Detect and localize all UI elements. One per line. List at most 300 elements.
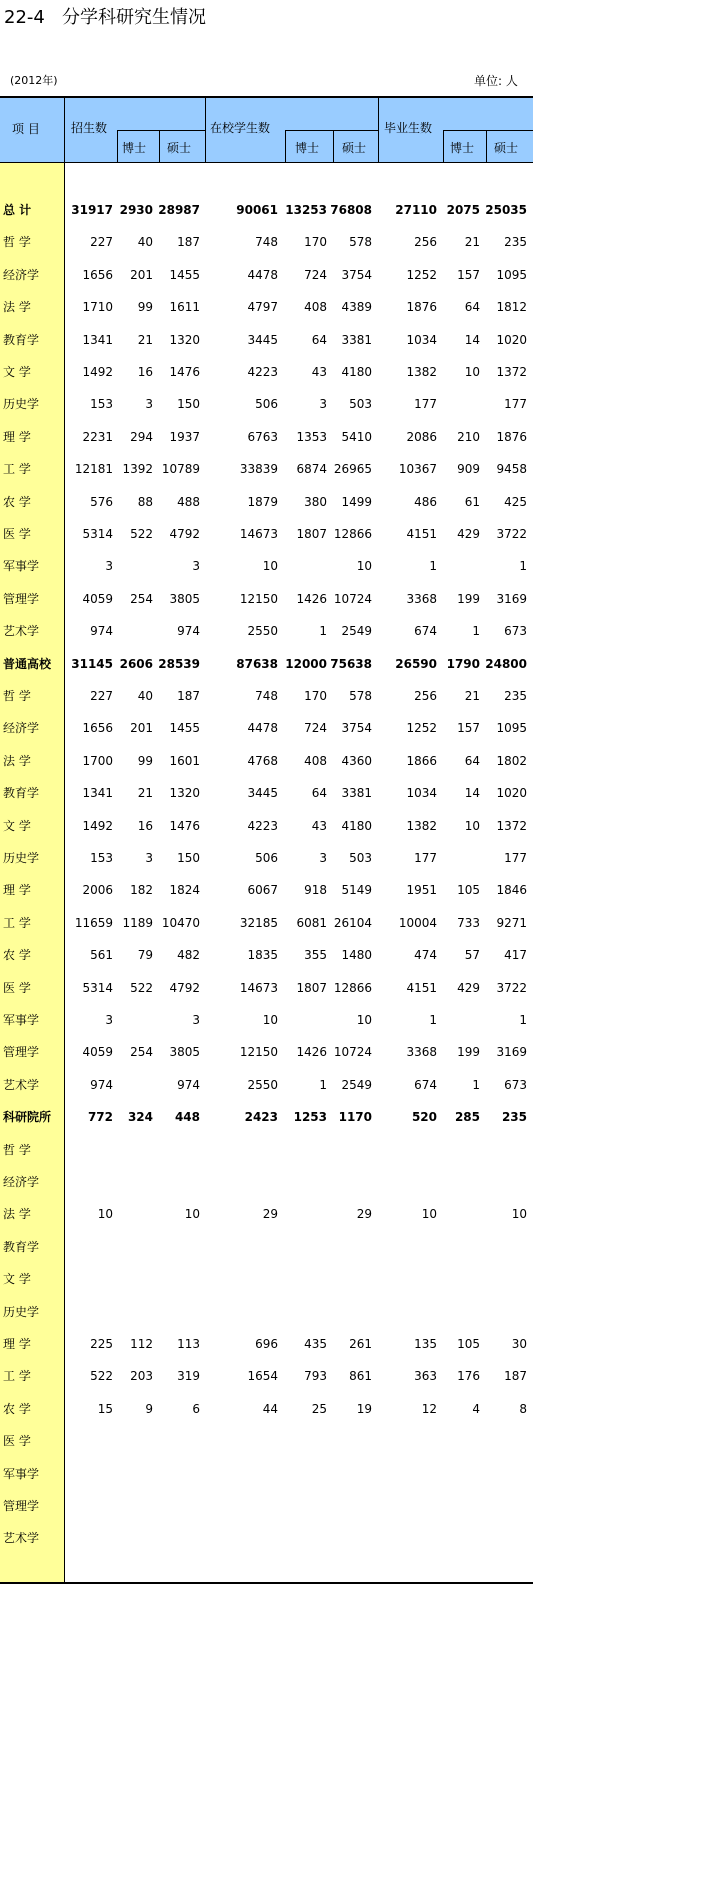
- table-row: [0, 226, 533, 258]
- table-cell: 506: [255, 851, 278, 865]
- table-row: [0, 1166, 533, 1198]
- table-cell: 177: [504, 397, 527, 412]
- header-divider: [333, 130, 334, 162]
- table-row: [0, 324, 533, 356]
- table-cell: 25: [311, 1401, 327, 1416]
- table-cell: 261: [349, 1337, 372, 1351]
- table-cell: [312, 1231, 372, 1263]
- table-cell: 363: [414, 1369, 437, 1384]
- table-cell: 918: [304, 883, 327, 898]
- table-cell: 76808: [330, 203, 372, 217]
- table-cell: 182: [130, 883, 153, 898]
- table-cell: 254: [130, 591, 153, 606]
- table-cell: 227: [90, 689, 113, 703]
- table-cell: 1020: [496, 786, 527, 801]
- table-cell: 1252: [406, 267, 437, 282]
- table-cell: 3805: [169, 1045, 200, 1060]
- table-cell: 1656: [82, 721, 113, 736]
- table-cell: 4360: [341, 753, 372, 768]
- header-item-cell: [0, 98, 64, 162]
- table-cell: 4478: [247, 721, 278, 736]
- table-cell: 578: [349, 235, 372, 250]
- table-cell: 673: [504, 624, 527, 639]
- table-cell: 1476: [169, 818, 200, 833]
- table-cell: 64: [464, 753, 480, 768]
- table-cell: 1812: [496, 300, 527, 315]
- table-cell: 3381: [341, 332, 372, 347]
- table-row: [0, 1134, 533, 1166]
- table-cell: [140, 1296, 200, 1328]
- table-cell: 14673: [239, 980, 278, 995]
- table-cell: 105: [457, 883, 480, 898]
- table-cell: 24800: [485, 656, 527, 671]
- row-category: 经济学: [3, 721, 40, 736]
- row-category: 教育学: [3, 786, 40, 801]
- row-category: 管理学: [3, 1499, 40, 1513]
- table-cell: 210: [457, 429, 480, 444]
- table-cell: 1601: [169, 753, 200, 768]
- table-cell: 14673: [239, 527, 278, 541]
- table-cell: 44: [262, 1401, 278, 1416]
- table-cell: 199: [457, 591, 480, 606]
- row-category: 教育学: [3, 332, 40, 347]
- table-cell: [312, 1490, 372, 1522]
- table-cell: 135: [414, 1337, 437, 1351]
- table-cell: [312, 1458, 372, 1490]
- table-cell: 974: [177, 1077, 200, 1092]
- table-row: [0, 1425, 533, 1457]
- table-cell: 561: [90, 948, 113, 963]
- table-cell: 1252: [406, 721, 437, 736]
- table-cell: 3: [192, 559, 200, 574]
- table-cell: 748: [255, 689, 278, 703]
- table-cell: [467, 1425, 527, 1457]
- table-cell: 105: [457, 1337, 480, 1351]
- header-grad-phd: 博士: [450, 141, 475, 155]
- table-row: [0, 680, 533, 712]
- table-cell: 1476: [169, 365, 200, 379]
- row-category: 理 学: [3, 883, 31, 898]
- table-row: [0, 583, 533, 615]
- table-cell: 9271: [496, 915, 527, 930]
- table-cell: 319: [177, 1369, 200, 1384]
- header-divider: [159, 130, 160, 162]
- table-row: [0, 1458, 533, 1490]
- table-cell: 417: [504, 948, 527, 963]
- table-cell: 1382: [406, 818, 437, 833]
- table-cell: 1654: [247, 1369, 278, 1384]
- table-cell: 1: [429, 559, 437, 574]
- year-note: (2012年): [10, 74, 58, 87]
- table-cell: 4792: [169, 980, 200, 995]
- table-cell: 1034: [406, 786, 437, 801]
- row-category: 教育学: [3, 1239, 40, 1254]
- row-category: 理 学: [3, 429, 31, 444]
- header-enroll: 招生数: [71, 121, 108, 135]
- table-cell: 10: [421, 1207, 437, 1222]
- table-cell: 3805: [169, 591, 200, 606]
- table-cell: [312, 1134, 372, 1166]
- header-grad-master: 硕士: [494, 141, 519, 155]
- table-cell: 429: [457, 527, 480, 541]
- table-row: [0, 712, 533, 744]
- table-cell: 724: [304, 267, 327, 282]
- table-cell: 4797: [247, 300, 278, 315]
- table-row: [0, 1296, 533, 1328]
- row-category: 哲 学: [3, 235, 31, 250]
- table-cell: 3368: [406, 591, 437, 606]
- table-row: [0, 777, 533, 809]
- table-cell: 29: [356, 1207, 372, 1222]
- table-row: [0, 1004, 533, 1036]
- table-cell: 4478: [247, 267, 278, 282]
- row-category: 工 学: [3, 462, 31, 477]
- table-cell: 1170: [338, 1110, 372, 1125]
- table-cell: 10: [356, 1013, 372, 1027]
- table-cell: 408: [304, 300, 327, 315]
- table-cell: 1499: [341, 494, 372, 509]
- table-cell: [140, 1425, 200, 1457]
- table-cell: 10004: [398, 915, 437, 930]
- table-cell: 14: [464, 786, 480, 801]
- table-cell: [312, 1296, 372, 1328]
- table-cell: 43: [311, 818, 327, 833]
- table-cell: 43: [311, 365, 327, 379]
- table-cell: 235: [504, 235, 527, 250]
- table-cell: 1835: [247, 948, 278, 963]
- row-category: 医 学: [3, 1434, 31, 1449]
- table-cell: 674: [414, 624, 437, 639]
- table-cell: 187: [504, 1369, 527, 1384]
- table-cell: 748: [255, 235, 278, 250]
- table-cell: 520: [411, 1110, 437, 1125]
- table-cell: 21: [464, 235, 480, 250]
- table-cell: 2550: [247, 1077, 278, 1092]
- table-cell: 4180: [341, 818, 372, 833]
- table-cell: 355: [304, 948, 327, 963]
- table-cell: 1846: [496, 883, 527, 898]
- table-row: [0, 486, 533, 518]
- table-cell: 1320: [169, 332, 200, 347]
- table-cell: 12000: [285, 656, 327, 671]
- table-cell: 506: [255, 397, 278, 412]
- table-cell: 12: [421, 1401, 437, 1416]
- table-row: [0, 1393, 533, 1425]
- table-cell: 40: [137, 689, 153, 703]
- table-cell: 1492: [82, 818, 113, 833]
- table-row: [0, 1069, 533, 1101]
- table-cell: 12181: [74, 462, 113, 477]
- table-cell: 6763: [247, 429, 278, 444]
- table-cell: 99: [137, 753, 153, 768]
- table-row: [0, 874, 533, 906]
- table-row: [0, 842, 533, 874]
- row-category: 艺术学: [3, 624, 40, 639]
- table-row: [0, 421, 533, 453]
- table-row: [0, 1101, 533, 1133]
- table-cell: 2231: [82, 429, 113, 444]
- table-cell: 3381: [341, 786, 372, 801]
- row-category: 哲 学: [3, 1142, 31, 1157]
- table-cell: 1656: [82, 267, 113, 282]
- table-cell: 2006: [82, 883, 113, 898]
- table-cell: 40: [137, 235, 153, 250]
- table-cell: 235: [501, 1110, 527, 1125]
- table-cell: 2549: [341, 624, 372, 639]
- row-category: 管理学: [3, 591, 40, 606]
- table-cell: 1: [472, 1077, 480, 1092]
- table-cell: 522: [130, 980, 153, 995]
- table-row: [0, 388, 533, 420]
- row-category: 文 学: [3, 818, 31, 833]
- row-category: 文 学: [3, 365, 31, 379]
- table-cell: 64: [311, 786, 327, 801]
- table-cell: 4792: [169, 527, 200, 541]
- table-cell: 21: [137, 332, 153, 347]
- table-cell: 187: [177, 689, 200, 703]
- row-category: 艺术学: [3, 1077, 40, 1092]
- table-cell: 1455: [169, 721, 200, 736]
- table-cell: 235: [504, 689, 527, 703]
- table-cell: 177: [504, 851, 527, 865]
- table-cell: [467, 1231, 527, 1263]
- table-cell: 1372: [496, 365, 527, 379]
- table-cell: 6: [192, 1401, 200, 1416]
- table-cell: [312, 1522, 372, 1554]
- table-row: [0, 1198, 533, 1230]
- table-cell: 75638: [330, 656, 372, 671]
- row-category: 农 学: [3, 948, 31, 963]
- table-cell: 486: [414, 494, 437, 509]
- table-cell: 10: [262, 1013, 278, 1027]
- table-cell: 87638: [236, 656, 278, 671]
- table-cell: 1700: [82, 753, 113, 768]
- row-category: 军事学: [3, 559, 40, 574]
- table-cell: 153: [90, 397, 113, 412]
- table-row: [0, 194, 533, 226]
- table-cell: 4180: [341, 365, 372, 379]
- table-cell: 28539: [158, 656, 200, 671]
- table-cell: 177: [414, 397, 437, 412]
- table-cell: 150: [177, 397, 200, 412]
- table-cell: 157: [457, 721, 480, 736]
- row-category: 总 计: [3, 203, 32, 217]
- table-cell: 974: [90, 624, 113, 639]
- table-cell: 1189: [122, 915, 153, 930]
- table-cell: 10724: [333, 591, 372, 606]
- table-cell: 201: [130, 721, 153, 736]
- table-cell: 61: [464, 494, 480, 509]
- table-cell: 578: [349, 689, 372, 703]
- table-row: [0, 259, 533, 291]
- table-cell: 26965: [333, 462, 372, 477]
- header-divider: [486, 130, 487, 162]
- table-cell: 10367: [398, 462, 437, 477]
- row-category: 军事学: [3, 1466, 40, 1481]
- table-cell: 3722: [496, 527, 527, 541]
- header-item-label: 项 目: [12, 122, 40, 136]
- table-cell: 1353: [296, 429, 327, 444]
- row-category: 军事学: [3, 1013, 40, 1027]
- table-cell: 503: [349, 851, 372, 865]
- table-cell: [140, 1231, 200, 1263]
- table-cell: 4768: [247, 753, 278, 768]
- table-cell: 3169: [496, 1045, 527, 1060]
- table-cell: 79: [137, 948, 153, 963]
- row-category: 管理学: [3, 1045, 40, 1060]
- table-cell: 1: [319, 624, 327, 639]
- header-enroll-phd: 博士: [122, 141, 147, 155]
- table-cell: 3: [105, 559, 113, 574]
- table-cell: 6081: [296, 915, 327, 930]
- table-cell: 3: [319, 851, 327, 865]
- table-cell: 26590: [395, 656, 437, 671]
- table-cell: 88: [137, 494, 153, 509]
- table-cell: 170: [304, 235, 327, 250]
- table-cell: 3754: [341, 721, 372, 736]
- table-cell: 3169: [496, 591, 527, 606]
- table-cell: 1: [472, 624, 480, 639]
- table-cell: 1480: [341, 948, 372, 963]
- table-cell: 15: [97, 1401, 113, 1416]
- table-row: [0, 745, 533, 777]
- table-cell: 1372: [496, 818, 527, 833]
- table-cell: [467, 1458, 527, 1490]
- row-category: 科研院所: [3, 1110, 52, 1125]
- table-row: [0, 648, 533, 680]
- header-divider: [443, 130, 444, 162]
- row-category: 法 学: [3, 1207, 31, 1222]
- table-cell: 1866: [406, 753, 437, 768]
- table-cell: 4059: [82, 591, 113, 606]
- table-cell: 9: [145, 1401, 153, 1416]
- table-cell: 57: [464, 948, 480, 963]
- table-cell: 31917: [71, 203, 113, 217]
- table-cell: 4151: [406, 980, 437, 995]
- table-cell: 4: [472, 1401, 480, 1416]
- table-cell: [312, 1263, 372, 1295]
- table-cell: 974: [177, 624, 200, 639]
- table-cell: 408: [304, 753, 327, 768]
- table-cell: 11659: [74, 915, 113, 930]
- table-cell: 4389: [341, 300, 372, 315]
- table-row: [0, 939, 533, 971]
- row-category: 哲 学: [3, 689, 31, 703]
- table-cell: 1: [519, 559, 527, 574]
- table-cell: 1879: [247, 494, 278, 509]
- table-cell: 2549: [341, 1077, 372, 1092]
- table-cell: 31145: [71, 656, 113, 671]
- row-category: 历史学: [3, 851, 40, 865]
- row-category: 医 学: [3, 980, 31, 995]
- header-divider: [285, 130, 378, 131]
- table-row: [0, 550, 533, 582]
- table-cell: 1824: [169, 883, 200, 898]
- table-cell: 1034: [406, 332, 437, 347]
- table-cell: 90061: [236, 203, 278, 217]
- table-cell: 696: [255, 1337, 278, 1351]
- table-cell: 1426: [296, 591, 327, 606]
- table-cell: 19: [356, 1401, 372, 1416]
- table-cell: 12866: [333, 980, 372, 995]
- table-cell: 16: [137, 365, 153, 379]
- table-cell: 474: [414, 948, 437, 963]
- table-cell: 503: [349, 397, 372, 412]
- table-cell: 4223: [247, 818, 278, 833]
- table-cell: 294: [130, 429, 153, 444]
- table-row: [0, 1036, 533, 1068]
- row-category: 经济学: [3, 1175, 40, 1189]
- header-school-master: 硕士: [342, 141, 367, 155]
- header-divider: [378, 98, 379, 162]
- table-cell: 576: [90, 494, 113, 509]
- table-cell: 3368: [406, 1045, 437, 1060]
- row-category: 法 学: [3, 300, 31, 315]
- table-cell: 1802: [496, 753, 527, 768]
- table-row: [0, 810, 533, 842]
- table-cell: 3: [145, 851, 153, 865]
- row-category: 工 学: [3, 1369, 31, 1384]
- table-row: [0, 1263, 533, 1295]
- table-cell: 1951: [406, 883, 437, 898]
- table-cell: 2423: [244, 1110, 278, 1125]
- table-cell: 1341: [82, 786, 113, 801]
- table-cell: [140, 1166, 200, 1198]
- table-cell: 974: [90, 1077, 113, 1092]
- table-cell: 6067: [247, 883, 278, 898]
- table-cell: 482: [177, 948, 200, 963]
- table-cell: 4223: [247, 365, 278, 379]
- table-cell: 2606: [119, 656, 153, 671]
- table-cell: 4059: [82, 1045, 113, 1060]
- table-cell: 150: [177, 851, 200, 865]
- row-category: 经济学: [3, 267, 40, 282]
- table-cell: 3: [145, 397, 153, 412]
- table-cell: 203: [130, 1369, 153, 1384]
- table-cell: 1: [429, 1013, 437, 1027]
- table-cell: 3: [192, 1013, 200, 1027]
- table-cell: 2086: [406, 429, 437, 444]
- table-cell: 3: [319, 397, 327, 412]
- table-row: [0, 1328, 533, 1360]
- table-cell: 225: [90, 1337, 113, 1351]
- table-cell: 10: [511, 1207, 527, 1222]
- table-cell: 16: [137, 818, 153, 833]
- table-cell: 99: [137, 300, 153, 315]
- table-cell: 1320: [169, 786, 200, 801]
- table-cell: 26104: [333, 915, 372, 930]
- table-cell: 10: [356, 559, 372, 574]
- table-cell: 429: [457, 980, 480, 995]
- table-cell: 5314: [82, 527, 113, 541]
- table-cell: [467, 1296, 527, 1328]
- table-row: [0, 453, 533, 485]
- table-cell: 1: [519, 1013, 527, 1027]
- table-cell: 425: [504, 494, 527, 509]
- header-bottom-border: [0, 162, 533, 163]
- table-cell: 448: [174, 1110, 200, 1125]
- table-row: [0, 972, 533, 1004]
- table-cell: 1392: [122, 462, 153, 477]
- table-cell: [312, 1425, 372, 1457]
- table-cell: 324: [127, 1110, 153, 1125]
- table-cell: 3754: [341, 267, 372, 282]
- table-cell: 724: [304, 721, 327, 736]
- table-cell: [467, 1490, 527, 1522]
- table-cell: 793: [304, 1369, 327, 1384]
- table-cell: 772: [87, 1110, 113, 1125]
- table-cell: [140, 1490, 200, 1522]
